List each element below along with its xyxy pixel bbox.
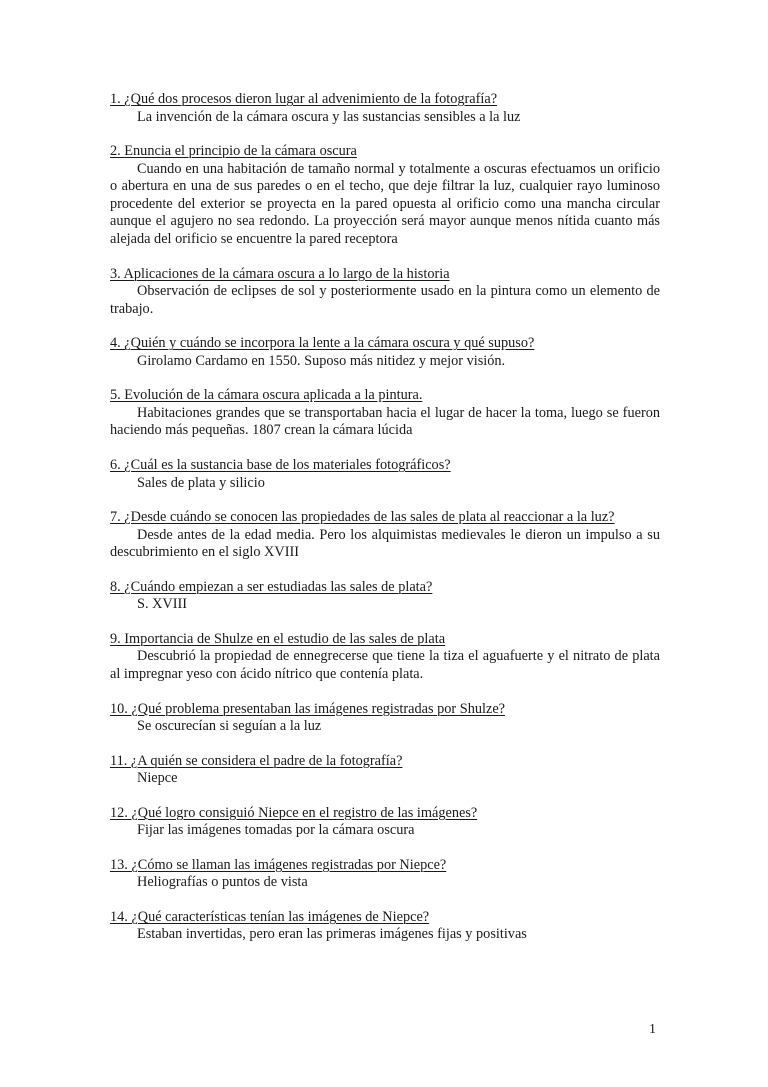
qa-item-11: [110, 753, 660, 788]
answer-12: Fijar las imágenes tomadas por la cámara oscura: [137, 822, 415, 839]
qa-item-2: [110, 143, 660, 248]
document-page: [110, 91, 660, 961]
answer-14: Estaban invertidas, pero eran las primeras imágenes fijas y positivas: [137, 926, 527, 943]
qa-item-8: [110, 579, 660, 614]
qa-item-14: [110, 909, 660, 944]
question-4: 4. ¿Quién y cuándo se incorpora la lente a la cámara oscura y qué supuso?: [110, 335, 535, 352]
question-3: 3. Aplicaciones de la cámara oscura a lo largo de la historia: [110, 265, 450, 282]
qa-item-13: [110, 857, 660, 892]
question-9: 9. Importancia de Shulze en el estudio de las sales de plata: [110, 630, 446, 647]
question-14: 14. ¿Qué características tenían las imágenes de Niepce?: [110, 908, 430, 925]
qa-item-6: [110, 457, 660, 492]
qa-item-4: [110, 335, 660, 370]
answer-5: Habitaciones grandes que se transportaban hacia el lugar de hacer la toma, luego se fueron haciendo más pequeñas. 1807 crean la cámara lúcida: [110, 404, 660, 439]
question-13: 13. ¿Cómo se llaman las imágenes registradas por Niepce?: [110, 856, 447, 873]
question-5: 5. Evolución de la cámara oscura aplicada a la pintura.: [110, 387, 423, 404]
qa-item-5: [110, 387, 660, 440]
question-6: 6. ¿Cuál es la sustancia base de los materiales fotográficos?: [110, 457, 451, 474]
question-12: 12. ¿Qué logro consiguió Niepce en el registro de las imágenes?: [110, 804, 478, 821]
qa-item-9: [110, 631, 660, 684]
question-10: 10. ¿Qué problema presentaban las imágenes registradas por Shulze?: [110, 700, 506, 717]
page-number: 1: [649, 1022, 656, 1037]
qa-item-1: [110, 91, 660, 126]
answer-2: Cuando en una habitación de tamaño normal y totalmente a oscuras efectuamos un orificio o abertura en una de sus paredes o en el techo, que deje filtrar la luz, cualquier rayo luminoso procedente del exterior se proyecta en la pared opuesta al orificio como una mancha circular aunque el agujero no sea redondo. La proyección será mayor aunque menos nítida cuanto más alejada del orificio se encuentre la pared receptora: [110, 160, 660, 247]
question-1: 1. ¿Qué dos procesos dieron lugar al advenimiento de la fotografía?: [110, 91, 498, 107]
answer-1: La invención de la cámara oscura y las sustancias sensibles a la luz: [137, 108, 521, 125]
answer-3: Observación de eclipses de sol y posteriormente usado en la pintura como un elemento de trabajo.: [110, 283, 660, 317]
answer-7: Desde antes de la edad media. Pero los alquimistas medievales le dieron un impulso a su descubrimiento en el siglo XVIII: [110, 526, 660, 561]
question-11: 11. ¿A quién se considera el padre de la fotografía?: [110, 752, 403, 769]
question-7: 7. ¿Desde cuándo se conocen las propiedades de las sales de plata al reaccionar a la luz?: [110, 509, 615, 526]
answer-11: Niepce: [137, 770, 178, 787]
question-8: 8. ¿Cuándo empiezan a ser estudiadas las sales de plata?: [110, 578, 433, 595]
qa-item-7: [110, 509, 660, 562]
qa-item-3: [110, 266, 660, 319]
answer-9: Descubrió la propiedad de ennegrecerse que tiene la tiza el aguafuerte y el nitrato de plata al impregnar yeso con ácido nítrico que contenía plata.: [110, 648, 660, 682]
answer-4: Girolamo Cardamo en 1550. Suposo más nitidez y mejor visión.: [137, 352, 506, 369]
answer-8: S. XVIII: [137, 596, 188, 613]
answer-10: Se oscurecían si seguían a la luz: [137, 718, 322, 735]
qa-item-12: [110, 805, 660, 840]
question-2: 2. Enuncia el principio de la cámara oscura: [110, 143, 357, 160]
answer-13: Heliografías o puntos de vista: [137, 874, 308, 891]
qa-item-10: [110, 701, 660, 736]
answer-6: Sales de plata y silicio: [137, 474, 265, 491]
